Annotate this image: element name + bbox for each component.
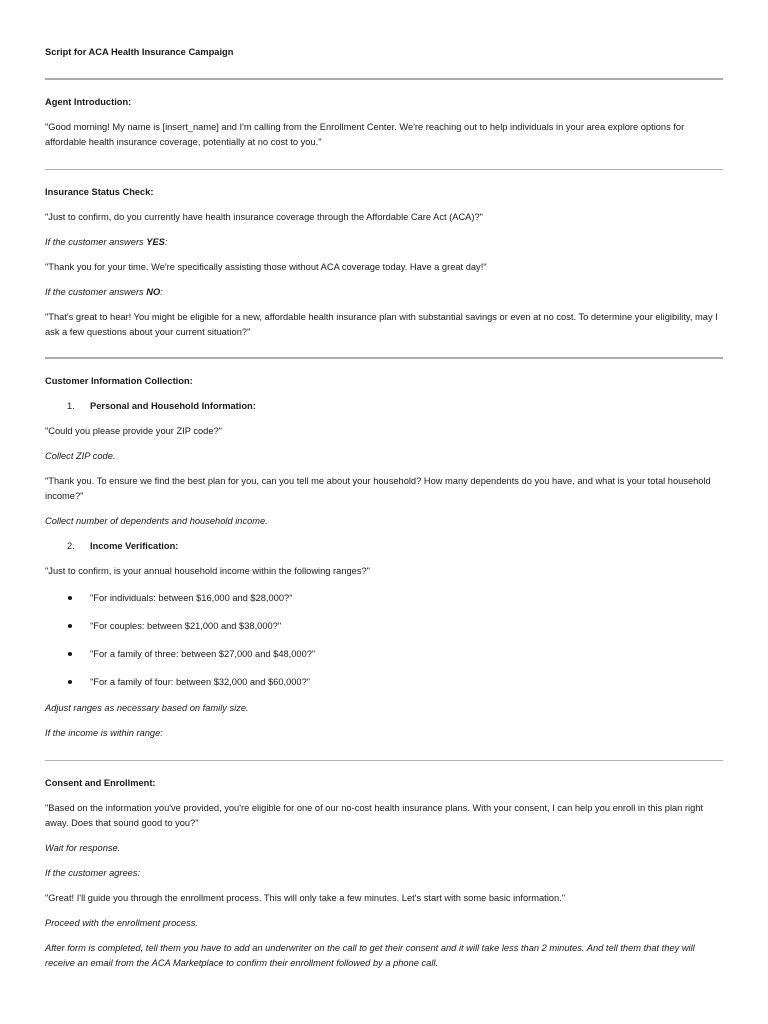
bullet-icon	[68, 652, 72, 656]
proceed-note: Proceed with the enrollment process.	[45, 918, 198, 928]
consent-heading: Consent and Enrollment:	[45, 778, 156, 788]
personal-household-heading: Personal and Household Information:	[90, 401, 256, 411]
bullet-icon	[68, 596, 72, 600]
underwriter-note: After form is completed, tell them you have to add an underwriter on the call to get their consent and it will take less than 2 minutes. And tell them that they will receive an email from the ACA Marketplace to confirm their enrollment followed by a phone call.	[45, 943, 695, 968]
income-range-item: "For a family of four: between $32,000 and $60,000?"	[90, 677, 311, 687]
section-number: 2.	[67, 541, 75, 551]
section-divider	[45, 169, 723, 170]
insurance-status-heading: Insurance Status Check:	[45, 187, 154, 197]
bullet-icon	[68, 624, 72, 628]
if-no-condition: If the customer answers NO:	[45, 287, 163, 297]
household-note: Collect number of dependents and household income.	[45, 516, 268, 526]
wait-note: Wait for response.	[45, 843, 121, 853]
bullet-icon	[68, 680, 72, 684]
yes-response: "Thank you for your time. We're specifically assisting those without ACA coverage today. Have a great day!"	[45, 262, 487, 272]
insurance-status-question: "Just to confirm, do you currently have health insurance coverage through the Affordable Care Act (ACA)?"	[45, 212, 483, 222]
agent-introduction-heading: Agent Introduction:	[45, 97, 132, 107]
section-divider	[45, 760, 723, 761]
income-question: "Just to confirm, is your annual household income within the following ranges?"	[45, 566, 370, 576]
zip-note: Collect ZIP code.	[45, 451, 116, 461]
agent-introduction-text: "Good morning! My name is [insert_name] and I'm calling from the Enrollment Center. We're reaching out to help individuals in your area explore options for affordable health insurance coverage, potentially at no cost to you."	[45, 122, 685, 147]
customer-info-heading: Customer Information Collection:	[45, 376, 193, 386]
document-title: Script for ACA Health Insurance Campaign	[45, 47, 234, 57]
income-range-item: "For a family of three: between $27,000 and $48,000?"	[90, 649, 316, 659]
adjust-ranges-note: Adjust ranges as necessary based on family size.	[45, 703, 249, 713]
no-response: "That's great to hear! You might be eligible for a new, affordable health insurance plan with substantial savings or even at no cost. To determine your eligibility, may I ask a few questions about your current situation?"	[45, 312, 718, 337]
if-yes-condition: If the customer answers YES:	[45, 237, 168, 247]
no-word: NO	[146, 287, 161, 297]
guide-text: "Great! I'll guide you through the enrollment process. This will only take a few minutes. Let's start with some basic information."	[45, 893, 565, 903]
income-range-item: "For individuals: between $16,000 and $28,000?"	[90, 593, 293, 603]
within-range-note: If the income is within range:	[45, 728, 163, 738]
agrees-note: If the customer agrees:	[45, 868, 141, 878]
eligible-text: "Based on the information you've provided, you're eligible for one of our no-cost health insurance plans. With your consent, I can help you enroll in this plan right away. Does that sound good to you?"	[45, 803, 704, 828]
household-question: "Thank you. To ensure we find the best plan for you, can you tell me about your household? How many dependents do you have, and what is your total household income?"	[45, 476, 711, 501]
section-divider	[45, 78, 723, 80]
section-divider	[45, 357, 723, 359]
section-number: 1.	[67, 401, 75, 411]
zip-question: "Could you please provide your ZIP code?"	[45, 426, 222, 436]
yes-word: YES	[146, 237, 165, 247]
income-verification-heading: Income Verification:	[90, 541, 179, 551]
income-range-item: "For couples: between $21,000 and $38,000?"	[90, 621, 282, 631]
